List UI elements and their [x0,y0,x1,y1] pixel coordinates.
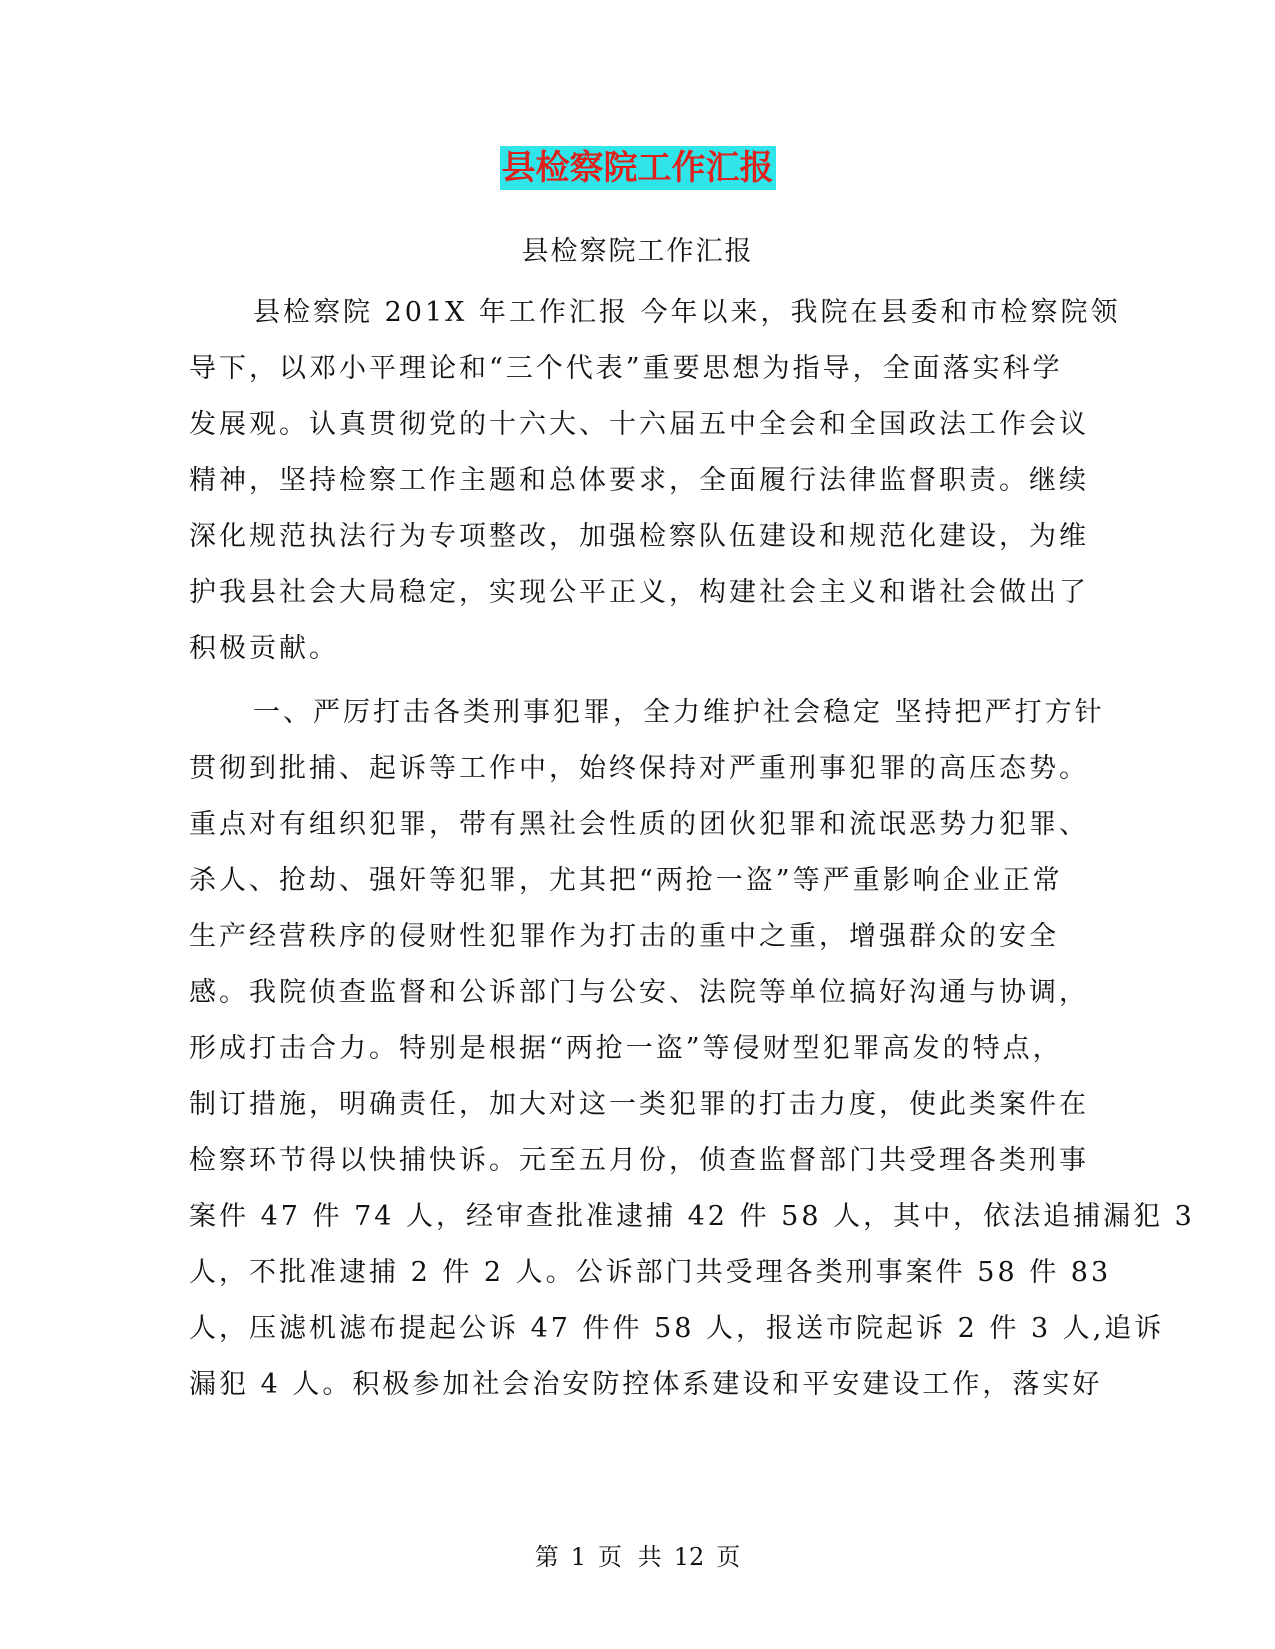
body-line: 制订措施，明确责任，加大对这一类犯罪的打击力度，使此类案件在 [189,1089,1089,1120]
body-line: 感。我院侦查监督和公诉部门与公安、法院等单位搞好沟通与协调， [189,977,1089,1008]
footer-page-suffix: 页 [716,1543,741,1571]
footer-page-number: 1 [570,1543,587,1571]
body-line: 形成打击合力。特别是根据“两抢一盗”等侵财型犯罪高发的特点， [189,1033,1063,1064]
document-body [189,285,1195,1413]
body-line: 案件 47 件 74 人，经审查批准逮捕 42 件 58 人，其中，依法追捕漏犯 3 [189,1201,1195,1232]
document-subtitle: 县检察院工作汇报 [521,236,754,267]
body-line: 杀人、抢劫、强奸等犯罪，尤其把“两抢一盗”等严重影响企业正常 [189,865,1063,896]
body-line: 重点对有组织犯罪，带有黑社会性质的团伙犯罪和流氓恶势力犯罪、 [189,809,1089,840]
body-line: 导下，以邓小平理论和“三个代表”重要思想为指导，全面落实科学 [189,353,1063,384]
body-line: 一、严厉打击各类刑事犯罪，全力维护社会稳定 坚持把严打方针 [253,697,1105,728]
body-line: 精神，坚持检察工作主题和总体要求，全面履行法律监督职责。继续 [189,465,1089,496]
body-line: 人，压滤机滤布提起公诉 47 件件 58 人，报送市院起诉 2 件 3 人,追诉 [189,1313,1165,1344]
title-container [0,146,1275,190]
page-footer [0,1540,1275,1574]
body-line: 深化规范执法行为专项整改，加强检察队伍建设和规范化建设，为维 [189,521,1089,552]
footer-page-prefix: 第 [534,1543,559,1571]
body-line: 人，不批准逮捕 2 件 2 人。公诉部门共受理各类刑事案件 58 件 83 [189,1257,1112,1288]
body-line: 积极贡献。 [189,633,339,664]
footer-total-pages: 12 [673,1543,705,1571]
page-title: 县检察院工作汇报 [501,148,774,188]
body-line: 漏犯 4 人。积极参加社会治安防控体系建设和平安建设工作，落实好 [189,1369,1103,1400]
footer-page-mid: 页 共 [598,1543,662,1571]
body-line: 发展观。认真贯彻党的十六大、十六届五中全会和全国政法工作会议 [189,409,1089,440]
body-line: 检察环节得以快捕快诉。元至五月份，侦查监督部门共受理各类刑事 [189,1145,1089,1176]
body-line: 生产经营秩序的侵财性犯罪作为打击的重中之重，增强群众的安全 [189,921,1059,952]
body-line: 护我县社会大局稳定，实现公平正义，构建社会主义和谐社会做出了 [189,577,1089,608]
body-line: 县检察院 201X 年工作汇报 今年以来，我院在县委和市检察院领 [253,297,1121,328]
body-line: 贯彻到批捕、起诉等工作中，始终保持对严重刑事犯罪的高压态势。 [189,753,1089,784]
